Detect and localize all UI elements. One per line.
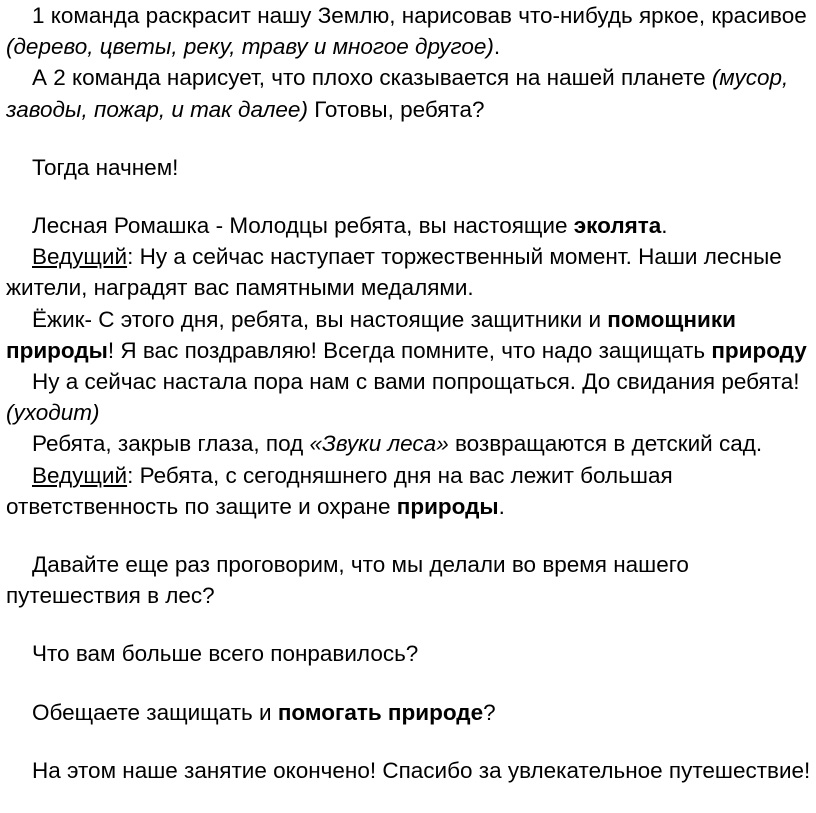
text-run: А 2 команда нарисует, что плохо сказывается на нашей планете — [32, 65, 712, 91]
text-run: Готовы, ребята? — [307, 96, 485, 122]
text-run: Что вам больше всего понравилось? — [32, 641, 419, 667]
text-run: помогать природе — [277, 699, 484, 725]
text-run: (уходит) — [6, 400, 100, 426]
text-run: 1 команда раскрасит нашу Землю, нарисовав что-нибудь яркое, красивое — [32, 3, 807, 28]
paragraph-p2 — [6, 62, 816, 124]
text-run: Ну а сейчас настала пора нам с вами попрощаться. До свидания ребята! — [32, 369, 800, 395]
text-run: природы — [396, 493, 499, 519]
text-run: помощники природы — [6, 306, 736, 363]
paragraph-p8 — [6, 428, 816, 459]
text-run: . — [661, 213, 668, 239]
text-run: возвращаются в детский сад. — [448, 431, 763, 457]
paragraph-p1 — [6, 0, 816, 62]
paragraph-p3 — [6, 152, 816, 183]
text-run: Тогда начнем! — [32, 154, 179, 180]
text-run: Давайте еще раз проговорим, что мы делали во время нашего путешествия в лес? — [6, 552, 689, 609]
text-run: Ёжик- С этого дня, ребята, вы настоящие защитники и — [32, 306, 608, 332]
text-run: (мусор, заводы, пожар, и так далее) — [6, 65, 789, 122]
paragraph-p9 — [6, 460, 816, 522]
text-run: : Ребята, с сегодняшнего дня на вас лежит большая ответственность по защите и охране — [6, 462, 673, 519]
text-run: . — [493, 34, 501, 60]
paragraph-p11 — [6, 638, 816, 669]
text-run: Лесная Ромашка - Молодцы ребята, вы настоящие — [32, 213, 574, 239]
text-run: : Ну а сейчас наступает торжественный момент. Наши лесные жители, наградят вас памятными медалями. — [6, 244, 782, 301]
text-run: эколята — [573, 213, 662, 239]
paragraph-p6 — [6, 304, 816, 366]
text-run: природу — [711, 337, 807, 363]
text-run: ? — [483, 699, 496, 725]
paragraph-p7 — [6, 366, 816, 428]
text-run: Ведущий — [32, 244, 128, 270]
paragraph-p12 — [6, 697, 816, 728]
text-run: Обещаете защищать и — [32, 699, 278, 725]
text-run: На этом наше занятие окончено! Спасибо за увлекательное путешествие! — [32, 757, 811, 783]
paragraph-p5 — [6, 241, 816, 303]
paragraph-p4 — [6, 210, 816, 241]
text-run: (дерево, цветы, реку, траву и многое другое) — [6, 34, 494, 60]
text-run: Ребята, закрыв глаза, под — [32, 431, 310, 457]
paragraph-p10 — [6, 549, 816, 611]
text-run: . — [498, 493, 505, 519]
text-run: ! Я вас поздравляю! Всегда помните, что надо защищать — [107, 337, 712, 363]
paragraph-p13 — [6, 755, 816, 786]
text-run: Ведущий — [32, 462, 128, 488]
text-run: «Звуки леса» — [309, 431, 449, 457]
